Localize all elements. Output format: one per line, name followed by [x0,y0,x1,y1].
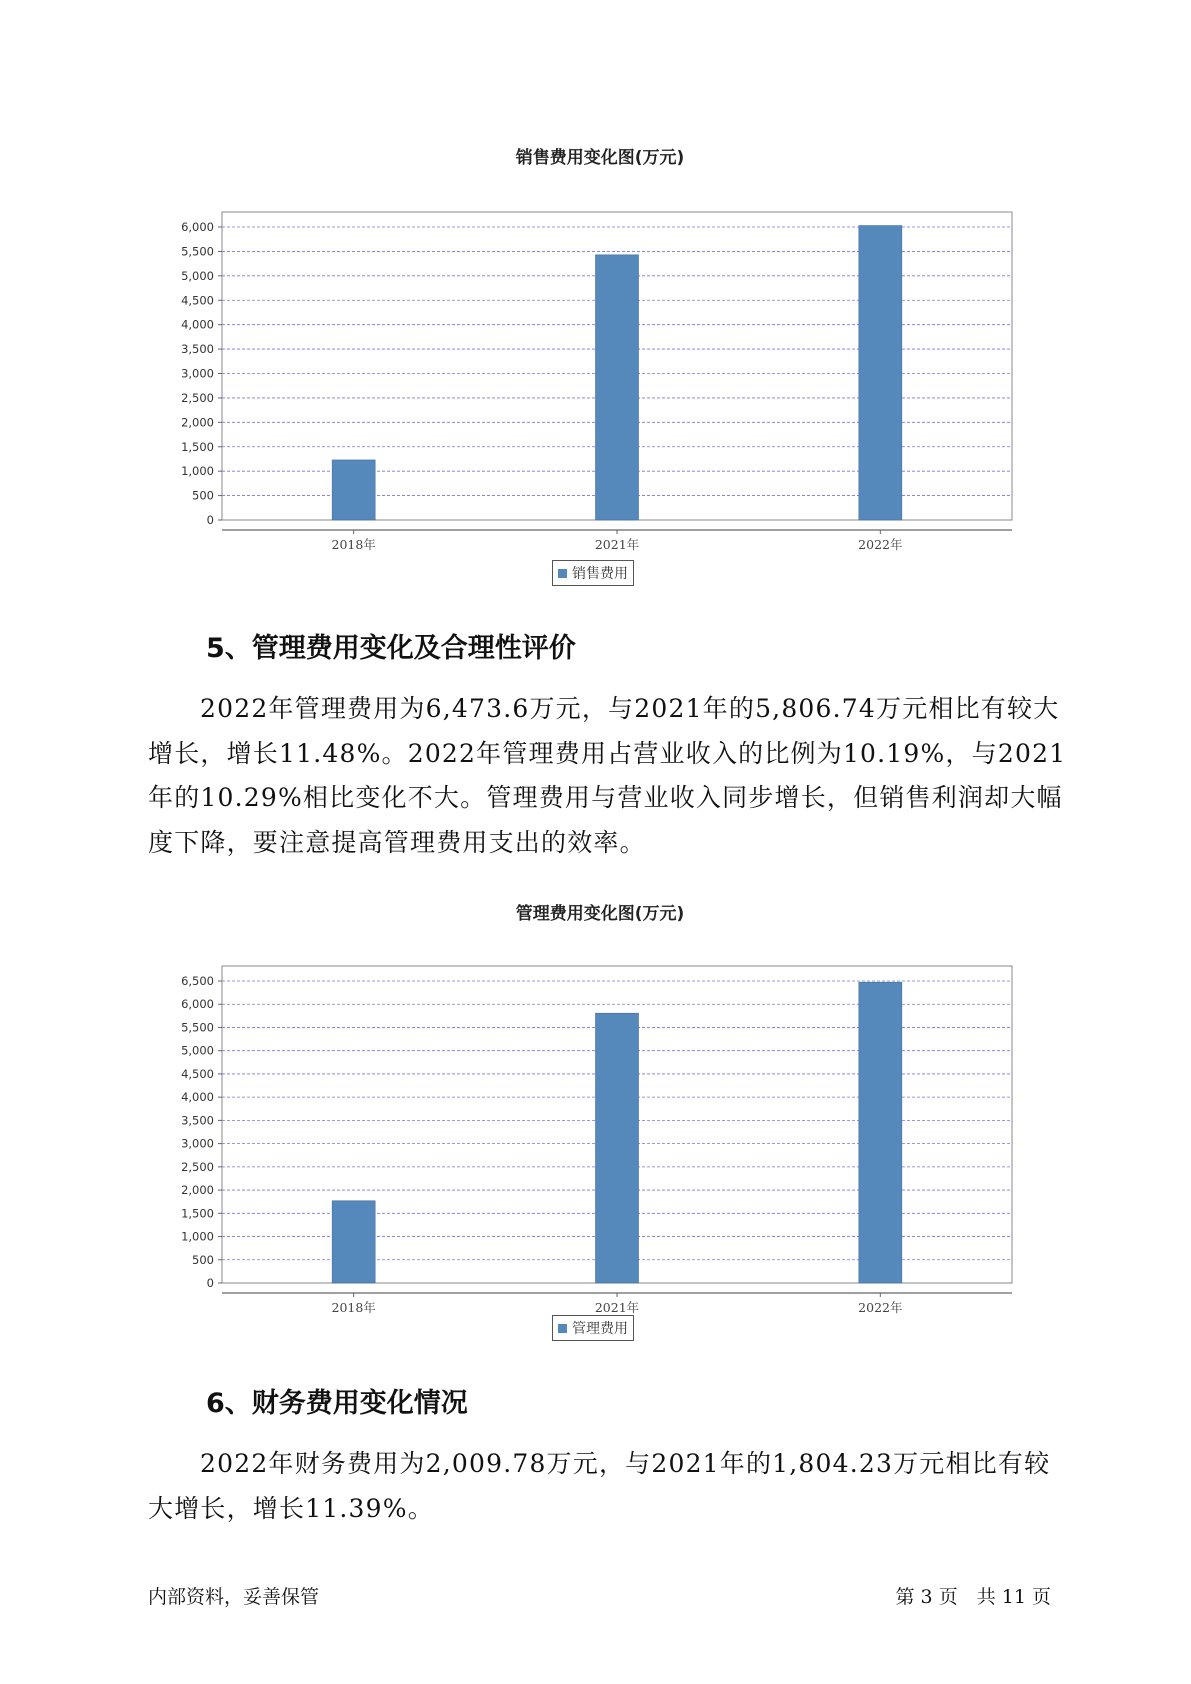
chart-legend [552,560,634,586]
section-6-paragraph: 2022年财务费用为2,009.78万元，与2021年的1,804.23万元相比有较大增长，增长11.39%。 [148,1449,1051,1523]
y-tick-label: 3,000 [181,1136,214,1151]
chart-legend [552,1315,634,1341]
y-tick-label: 4,000 [181,1090,214,1105]
bar [859,226,902,520]
y-tick-label: 5,500 [181,244,214,259]
footer-confidential-note: 内部资料，妥善保管 [148,1586,320,1608]
page-prefix: 第 [895,1586,915,1608]
y-tick-label: 5,000 [181,1043,214,1058]
y-tick-label: 4,500 [181,1066,214,1081]
y-tick-label: 2,500 [181,1159,214,1174]
x-tick-label: 2022年 [858,1300,903,1315]
x-tick-label: 2021年 [594,537,640,552]
page-total: 11 [1001,1586,1026,1608]
y-tick-label: 3,000 [181,366,214,381]
y-tick-label: 3,500 [181,342,214,357]
x-tick-label: 2022年 [858,537,903,552]
chart-plot [150,175,1050,575]
page-mid: 页 共 [938,1586,996,1608]
page-current: 3 [920,1586,933,1608]
footer-page-number [895,1582,1051,1609]
legend-label: 销售费用 [572,566,628,582]
chart-title: 管理费用变化图(万元) [515,904,685,924]
section-6-heading: 6、财务费用变化情况 [206,1388,468,1419]
page-suffix: 页 [1031,1586,1051,1608]
y-tick-label: 1,500 [181,439,214,454]
legend-label: 管理费用 [572,1321,628,1337]
bar [596,255,639,520]
x-tick-label: 2018年 [331,537,376,552]
sales-expense-chart [150,140,1050,600]
y-tick-label: 2,000 [181,1183,214,1198]
bar [859,982,902,1283]
y-tick-label: 5,500 [181,1020,214,1035]
y-tick-label: 0 [206,513,214,527]
y-tick-label: 5,000 [181,268,214,283]
bar [332,1201,375,1283]
legend-swatch [558,1324,567,1333]
x-tick-label: 2018年 [331,1300,376,1315]
admin-expense-chart [150,897,1050,1357]
y-tick-label: 2,000 [181,415,214,430]
y-tick-label: 1,000 [181,464,214,479]
y-tick-label: 6,000 [181,220,214,234]
bar [596,1013,639,1283]
section-5-paragraph: 2022年管理费用为6,473.6万元，与2021年的5,806.74万元相比有较大增长，增长11.48%。2022年管理费用占营业收入的比例为10.19%，与2021年的10.29%相比变化不大。管理费用与营业收入同步增长，但销售利润却大幅度下降，要注意提高管理费用支出的效率。 [148,694,1067,857]
y-tick-label: 6,000 [181,997,214,1012]
y-tick-label: 6,500 [181,974,214,988]
y-tick-label: 0 [206,1276,214,1290]
x-tick-label: 2021年 [594,1300,640,1315]
y-tick-label: 1,000 [181,1229,214,1244]
y-tick-label: 2,500 [181,390,214,405]
y-tick-label: 500 [192,1252,214,1267]
bar [332,460,375,520]
chart-plot [150,930,1050,1330]
chart-title: 销售费用变化图(万元) [515,148,685,168]
y-tick-label: 4,500 [181,293,214,308]
y-tick-label: 3,500 [181,1113,214,1128]
y-tick-label: 4,000 [181,317,214,332]
y-tick-label: 500 [192,488,214,503]
y-tick-label: 1,500 [181,1206,214,1221]
legend-swatch [558,569,567,578]
section-5-heading: 5、管理费用变化及合理性评价 [206,633,576,664]
